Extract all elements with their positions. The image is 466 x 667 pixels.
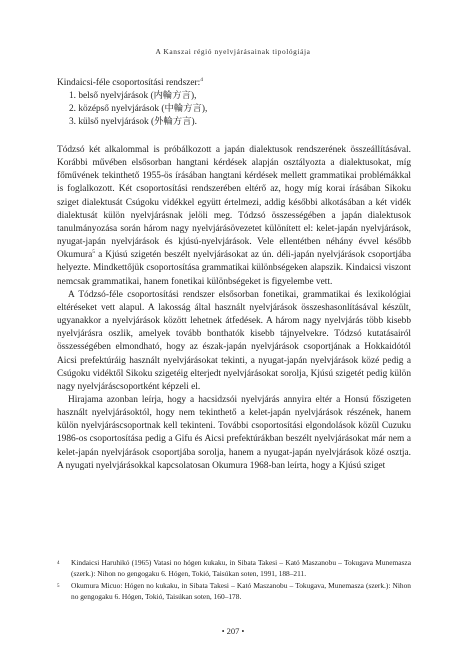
footnotes <box>57 558 411 604</box>
dialect-list <box>57 90 411 129</box>
running-head: A Kanszai régió nyelvjárásainak tipológiája <box>155 47 311 56</box>
folio-dot-left: • <box>221 627 225 636</box>
paragraph: A Tódzsó-féle csoportosítási rendszer elsősorban fonetikai, grammatikai és lexikológiai eltéréseket vett alapul. A lakosság által használt nyelvjárások összeshasonlításával készült, ugyanakkor a nyelvjárások között lehetnek átfedések. A három nagy nyelvjárás több kisebb nyelvjárásra oszlik, amelyek tovább bonthatók kisebb tájnyelvekre. Tódzsó kutatásairól összességében elmondható, hogy az észak-japán nyelvjárások csoportjának a Hokkaidótól Aicsi prefektúráig használt nyelvjárásokat tekinti, a nyugat-japán nyelvjárások közé pedig a Csúgoku vidéktől Sikoku szigetéig elterjedt nyelvjárásokat sorolja, Kjúsú szigetét pedig külön nagy nyelvjáráscsoportként képzeli el. <box>57 289 411 392</box>
list-item: 1. belső nyelvjárások (内輪方言), <box>69 91 197 102</box>
list-item: 3. külső nyelvjárások (外輪方言). <box>69 117 197 128</box>
page-number <box>0 626 466 636</box>
footnote-ref-4: 4 <box>200 76 203 83</box>
list-item: 2. középső nyelvjárások (中輪方言), <box>69 104 208 115</box>
footnote-number: 4 <box>57 561 60 566</box>
paragraph <box>57 144 411 289</box>
intro-block <box>57 77 411 130</box>
footnote-number: 5 <box>57 584 60 590</box>
folio-dot-right: • <box>241 627 245 636</box>
footnote-ref-5: 5 <box>92 249 96 256</box>
footnote <box>57 558 411 579</box>
footnote-text: Kindaicsi Haruhikó (1965) Vatasi no hógen kukaku, in Sibata Takesi – Kató Maszanobu – Tokugava Munemasza (szerk.): Nihon no gengogaku 6. Hógen, Tokió, Taisúkan soten, 1991, 188–211. <box>71 558 411 578</box>
body-text <box>57 144 411 473</box>
paragraph: Hirajama azonban leírja, hogy a hacsidzsói nyelvjárás annyira eltér a Honsú főszigeten használt nyelvjárásoktól, hogy nem tekinthető a kelet-japán nyelvjárások részének, hanem külön nyelvjáráscsoportnak kell tekinteni. További csoportosítási elgondolások közül Cuzuku 1986-os csoportosítása pedig a Gifu és Aicsi prefektúrákban beszélt nyelvjárásokat már nem a kelet-japán nyelvjárások csoportjába sorolja, hanem a nyugat-japán nyelvjárások közé osztja. A nyugati nyelvjárásokkal kapcsolatosan Okumura 1968-ban leírta, hogy a Kjúsú sziget <box>57 394 411 471</box>
intro-lead-text: Kindaicsi-féle csoportosítási rendszer: <box>57 78 201 88</box>
paragraph-text: Tódzsó két alkalommal is próbálkozott a japán dialektusok rendszerének összeállításával. Korábbi művében elsősorban hangtani kérdések alapján osztályozta a dialektusokat, míg főművének tekinthető 1955-ös írásában hangtani kérdések mellett grammatikai problémákkal is foglalkozott. Két csoportosítási rendszerében eltérő az, hogy míg korai írásában Sikoku sziget dialektusát Csúgoku vidékkel együtt értelmezi, addig későbbi alkotásában a két vidék dialektusát külön nyelvjárásnak jelöli meg. Tódzsó összességében a japán dialektusok tanulmányozása során három nagy nyelvjárásövezetet különített el: kelet-japán nyelvjárások, nyugat-japán nyelvjárások és kjúsú-nyelvjárások. Vele ellentétben néhány évvel később Okumura <box>57 145 411 261</box>
footnote-text: Okumura Micuo: Hógen no kukaku, in Sibata Takesi – Kató Maszanobu – Tokugava, Munemasza (szerk.): Nihon no gengogaku 6. Hógen, Tokió, Taisúkan soten, 160–178. <box>71 581 411 601</box>
paragraph-text-tail: a Kjúsú szigetén beszélt nyelvjárásokat az ún. déli-japán nyelvjárások csoportjába helyezte. Mindkettőjük csoportosítása grammatikai különbségeken alapszik. Kindaicsi viszont nemcsak grammatikai, hanem fonetikai különbségeket is figyelembe vett. <box>57 250 411 287</box>
footnote <box>57 581 411 602</box>
intro-lead <box>57 77 411 90</box>
page-number-text: 207 <box>226 626 240 636</box>
